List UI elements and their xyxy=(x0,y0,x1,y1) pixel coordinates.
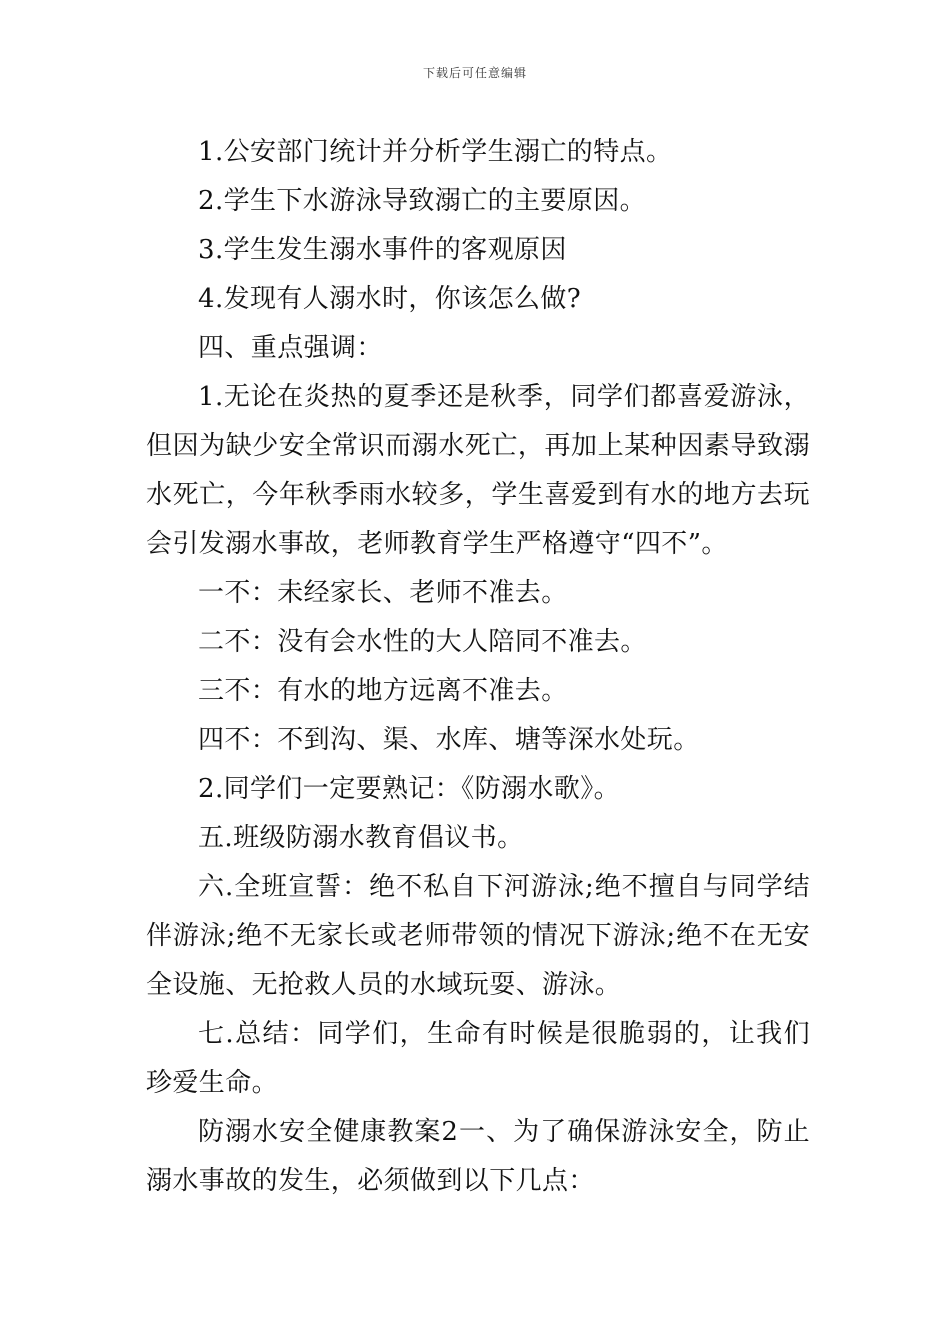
paragraph-3: 3.学生发生溺水事件的客观原因 xyxy=(198,235,567,265)
lesson-plan-2-intro: 防溺水安全健康教案2一、为了确保游泳安全，防止溺水事故的发生，必须做到以下几点： xyxy=(146,1117,810,1196)
paragraph-2: 2.学生下水游泳导致溺亡的主要原因。 xyxy=(198,186,647,216)
document-body xyxy=(146,128,810,1206)
section-five: 五.班级防溺水教育倡议书。 xyxy=(198,823,524,853)
rule-two: 二不：没有会水性的大人陪同不准去。 xyxy=(198,627,647,657)
paragraph-emphasis-2: 2.同学们一定要熟记：《防溺水歌》。 xyxy=(198,774,621,804)
section-heading-emphasis: 四、重点强调： xyxy=(198,333,383,363)
rule-three: 三不：有水的地方远离不准去。 xyxy=(198,676,568,706)
section-six-oath: 六.全班宣誓：绝不私自下河游泳;绝不擅自与同学结伴游泳;绝不无家长或老师带领的情况下游泳;绝不在无安全设施、无抢救人员的水域玩耍、游泳。 xyxy=(146,872,810,1000)
page-header: 下载后可任意编辑 xyxy=(422,66,527,80)
paragraph-4: 4.发现有人溺水时，你该怎么做? xyxy=(198,284,582,314)
rule-one: 一不：未经家长、老师不准去。 xyxy=(198,578,568,608)
paragraph-1: 1.公安部门统计并分析学生溺亡的特点。 xyxy=(198,137,673,167)
section-seven-summary: 七.总结：同学们，生命有时候是很脆弱的，让我们珍爱生命。 xyxy=(146,1019,810,1098)
rule-four: 四不：不到沟、渠、水库、塘等深水处玩。 xyxy=(198,725,700,755)
paragraph-emphasis-1: 1.无论在炎热的夏季还是秋季，同学们都喜爱游泳，但因为缺少安全常识而溺水死亡，再加上某种因素导致溺水死亡，今年秋季雨水较多，学生喜爱到有水的地方去玩会引发溺水事故，老师教育学生严格遵守“四不”。 xyxy=(146,382,810,559)
